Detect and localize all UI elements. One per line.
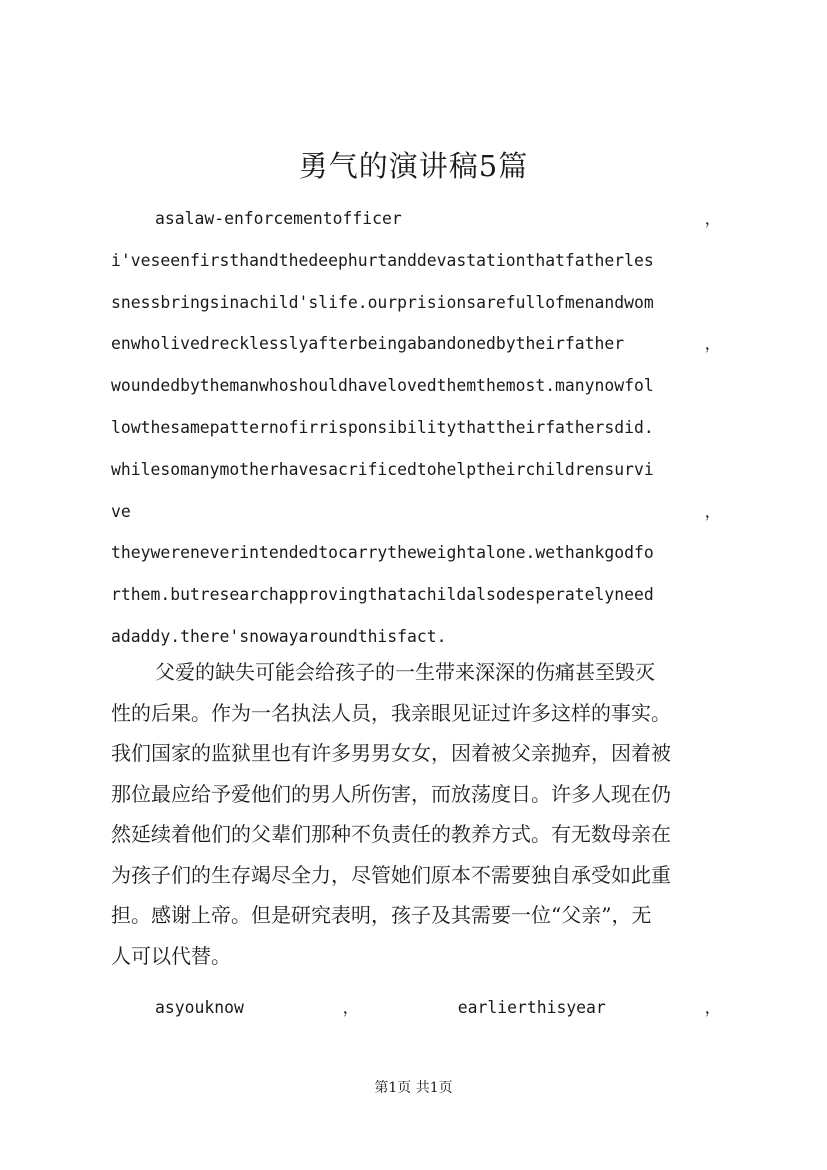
text-segment: lowthesamepatternofirrisponsibilitythattheirfathersdid. bbox=[111, 417, 654, 437]
text-line bbox=[111, 365, 721, 407]
text-segment: whilesomanymotherhavesacrificedtohelptheirchildrensurvi bbox=[111, 459, 654, 479]
text-line bbox=[111, 449, 721, 491]
text-line bbox=[111, 814, 723, 855]
text-line bbox=[111, 855, 723, 896]
text-line bbox=[111, 491, 721, 533]
text-line bbox=[111, 774, 723, 815]
text-segment: ， bbox=[704, 334, 721, 354]
english-paragraph-2 bbox=[111, 987, 721, 1029]
document-title: 勇气的演讲稿5篇 bbox=[298, 149, 529, 183]
text-segment: 性的后果。作为一名执法人员，我亲眼见证过许多这样的事实。 bbox=[111, 700, 671, 725]
text-line bbox=[111, 198, 721, 240]
text-segment: 为孩子们的生存竭尽全力，尽管她们原本不需要独自承受如此重 bbox=[111, 862, 671, 887]
text-segment: ， bbox=[704, 998, 721, 1017]
text-line bbox=[111, 240, 721, 282]
chinese-paragraph bbox=[111, 652, 723, 976]
text-segment: 我们国家的监狱里也有许多男男女女，因着被父亲抛弃，因着被 bbox=[111, 741, 671, 765]
text-line bbox=[111, 574, 721, 616]
text-segment: 父爱的缺失可能会给孩子的一生带来深深的伤痛甚至毁灭 bbox=[155, 660, 655, 684]
text-line bbox=[111, 407, 721, 449]
text-line bbox=[111, 282, 721, 324]
text-segment: 人可以代替。 bbox=[111, 943, 231, 968]
text-segment: 那位最应给予爱他们的男人所伤害，而放荡度日。许多人现在仍 bbox=[111, 781, 671, 806]
text-segment: ， bbox=[704, 501, 721, 521]
text-segment: adaddy.there'snowayaroundthisfact. bbox=[111, 626, 447, 646]
text-line bbox=[111, 652, 723, 693]
text-segment: ， bbox=[342, 998, 359, 1017]
text-segment: earlierthisyear bbox=[457, 998, 606, 1017]
text-segment: ve bbox=[111, 501, 131, 521]
text-segment: ， bbox=[704, 209, 721, 228]
english-paragraph-1 bbox=[111, 198, 721, 658]
text-line bbox=[111, 936, 723, 977]
text-line bbox=[111, 733, 723, 774]
text-line bbox=[111, 895, 723, 936]
text-line bbox=[111, 532, 721, 574]
text-segment: asyouknow bbox=[155, 998, 244, 1017]
text-segment: snessbringsinachild'slife.ourprisionsarefullofmenandwom bbox=[111, 292, 654, 312]
page-footer: 第1页 共1页 bbox=[374, 1080, 453, 1096]
text-segment: rthem.butresearchapprovingthatachildalsodesperatelyneed bbox=[111, 585, 654, 605]
text-segment: theywereneverintendedtocarrytheweightalone.wethankgodfo bbox=[111, 543, 654, 563]
text-segment: i'veseenfirsthandthedeephurtanddevastationthatfatherles bbox=[111, 250, 654, 270]
text-segment: asalaw-enforcementofficer bbox=[155, 209, 402, 228]
text-line bbox=[111, 323, 721, 365]
text-segment: 担。感谢上帝。但是研究表明，孩子及其需要一位“父亲”，无 bbox=[111, 903, 652, 927]
text-line bbox=[111, 693, 723, 734]
text-segment: enwholivedrecklesslyafterbeingabandonedbytheirfather bbox=[111, 334, 625, 354]
text-line bbox=[111, 987, 721, 1029]
text-segment: 然延续着他们的父辈们那种不负责任的教养方式。有无数母亲在 bbox=[111, 822, 671, 846]
text-segment: woundedbythemanwhoshouldhavelovedthemthemost.manynowfol bbox=[111, 376, 654, 396]
